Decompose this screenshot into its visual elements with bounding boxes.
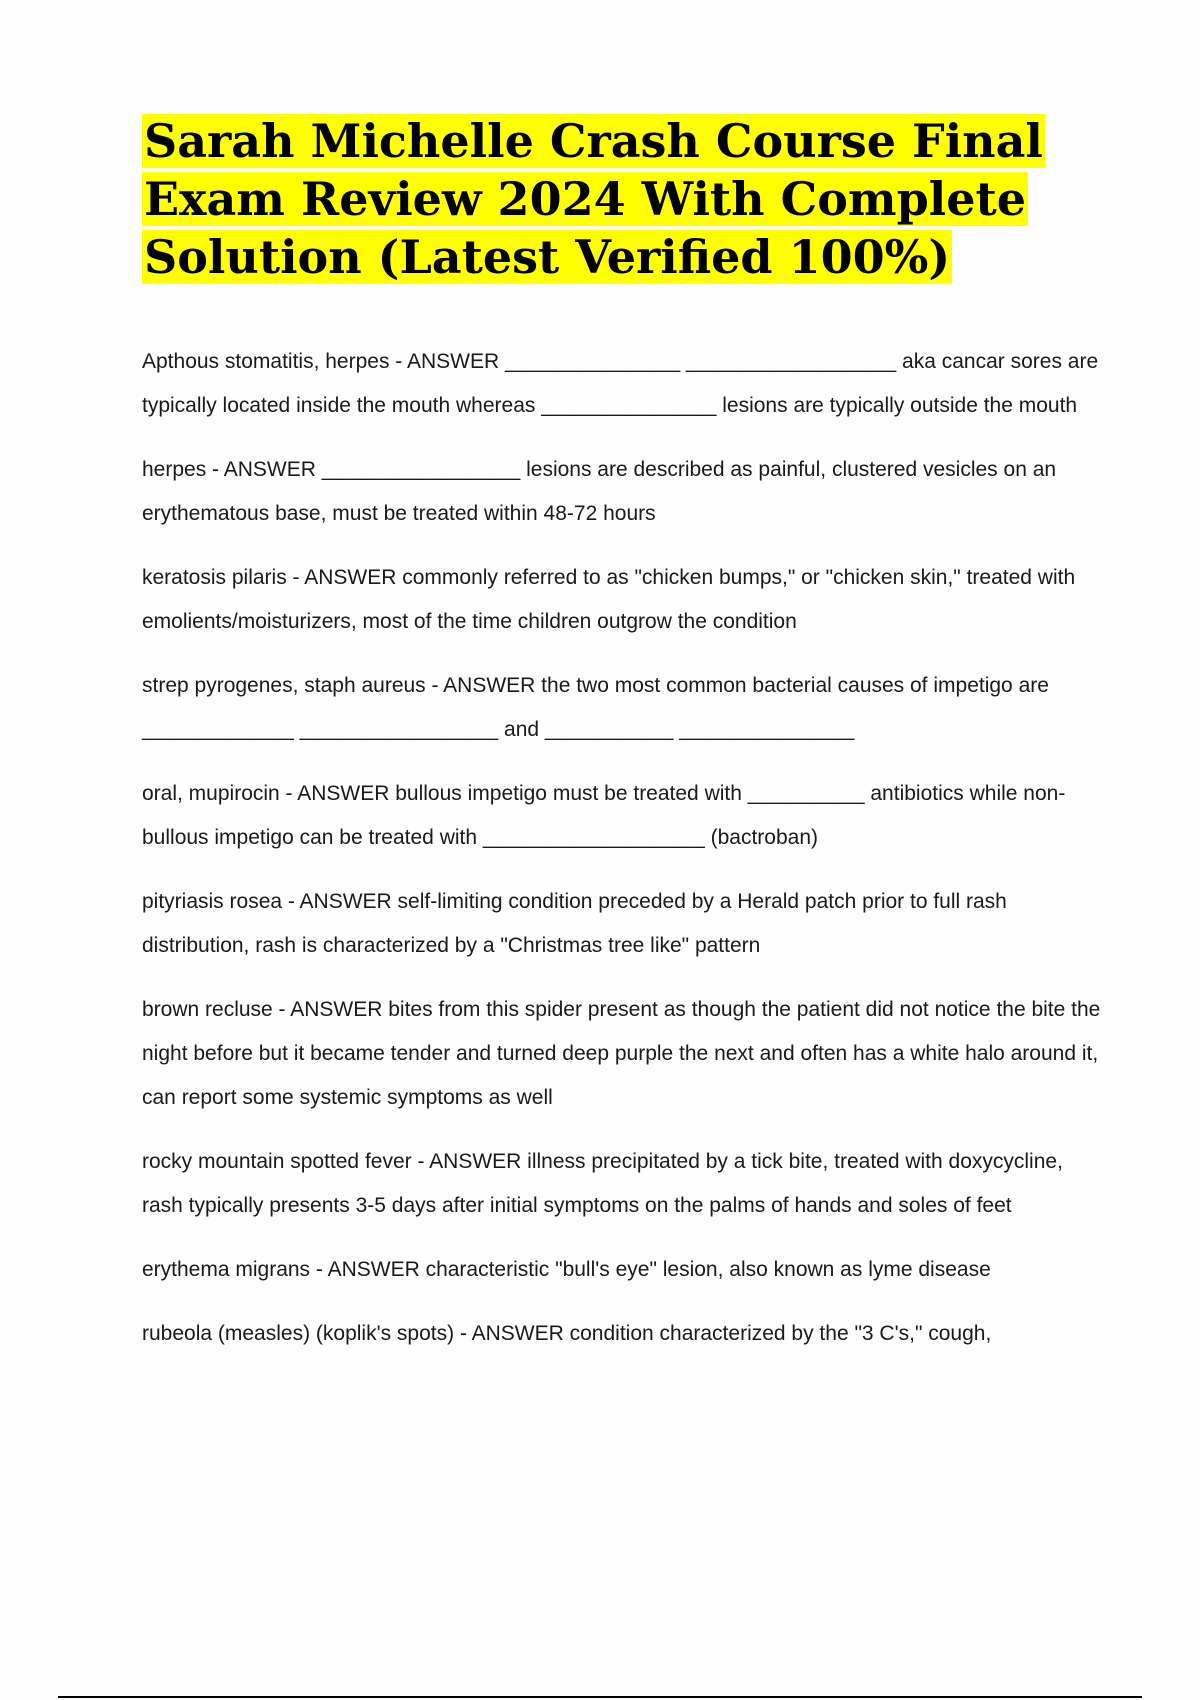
qa-item: keratosis pilaris - ANSWER commonly referred to as "chicken bumps," or "chicken skin," treated with emolients/moisturizers, most of the time children outgrow the condition xyxy=(142,566,1076,633)
qa-list xyxy=(142,340,1102,1376)
qa-item: strep pyrogenes, staph aureus - ANSWER the two most common bacterial causes of impetigo are _____________ _________________ and ___________ _______________ xyxy=(142,674,1049,741)
qa-item: oral, mupirocin - ANSWER bullous impetigo must be treated with __________ antibiotics while non-bullous impetigo can be treated with ___________________ (bactroban) xyxy=(142,782,1066,849)
footer-divider xyxy=(58,1696,1142,1698)
qa-item: herpes - ANSWER _________________ lesions are described as painful, clustered vesicles on an erythematous base, must be treated within 48-72 hours xyxy=(142,458,1057,525)
qa-item: Apthous stomatitis, herpes - ANSWER _______________ __________________ aka cancar sores are typically located inside the mouth whereas _______________ lesions are typically outside the mouth xyxy=(142,350,1099,417)
qa-item: pityriasis rosea - ANSWER self-limiting condition preceded by a Herald patch prior to full rash distribution, rash is characterized by a "Christmas tree like" pattern xyxy=(142,890,1007,957)
qa-item: rocky mountain spotted fever - ANSWER illness precipitated by a tick bite, treated with doxycycline, rash typically presents 3-5 days after initial symptoms on the palms of hands and soles of feet xyxy=(142,1150,1063,1217)
document-title xyxy=(142,112,1152,286)
title-highlight: Sarah Michelle Crash Course Final Exam Review 2024 With Complete Solution (Latest Verified 100%) xyxy=(144,114,1043,284)
qa-item: rubeola (measles) (koplik's spots) - ANSWER condition characterized by the "3 C's," cough, xyxy=(142,1322,992,1345)
qa-item: erythema migrans - ANSWER characteristic "bull's eye" lesion, also known as lyme disease xyxy=(142,1258,991,1281)
qa-item: brown recluse - ANSWER bites from this spider present as though the patient did not notice the bite the night before but it became tender and turned deep purple the next and often has a white halo around it, can report some systemic symptoms as well xyxy=(142,998,1101,1109)
